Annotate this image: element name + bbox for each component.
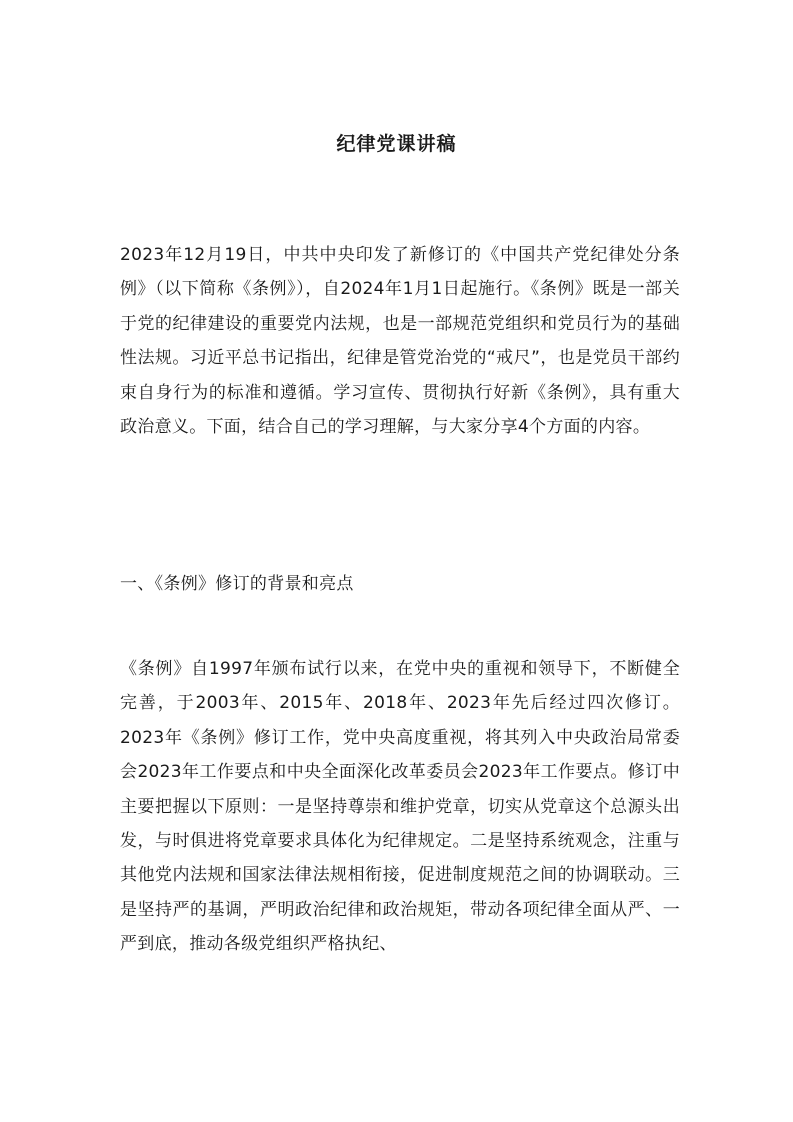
document-title: 纪律党课讲稿 [336, 133, 457, 155]
paragraph-intro: 2023年12月19日，中共中央印发了新修订的《中国共产党纪律处分条例》（以下简称《条例》），自2024年1月1日起施行。《条例》既是一部关于党的纪律建设的重要党内法规，也是一部规范党组织和党员行为的基础性法规。习近平总书记指出，纪律是管党治党的“戒尺”，也是党员干部约束自身行为的标准和遵循。学习宣传、贯彻执行好新《条例》，具有重大政治意义。下面，结合自己的学习理解，与大家分享4个方面的内容。 [120, 245, 680, 438]
paragraph-background: 《条例》自1997年颁布试行以来，在党中央的重视和领导下，不断健全完善，于2003年、2015年、2018年、2023年先后经过四次修订。2023年《条例》修订工作，党中央高度重视，将其列入中央政治局常委会2023年工作要点和中央全面深化改革委员会2023年工作要点。修订中主要把握以下原则：一是坚持尊崇和维护党章，切实从党章这个总源头出发，与时俱进将党章要求具体化为纪律规定。二是坚持系统观念，注重与其他党内法规和国家法律法规相衔接，促进制度规范之间的协调联动。三是坚持严的基调，严明政治纪律和政治规矩，带动各项纪律全面从严、一严到底，推动各级党组织严格执纪、 [120, 659, 680, 955]
section-heading-1: 一、《条例》修订的背景和亮点 [120, 574, 354, 594]
